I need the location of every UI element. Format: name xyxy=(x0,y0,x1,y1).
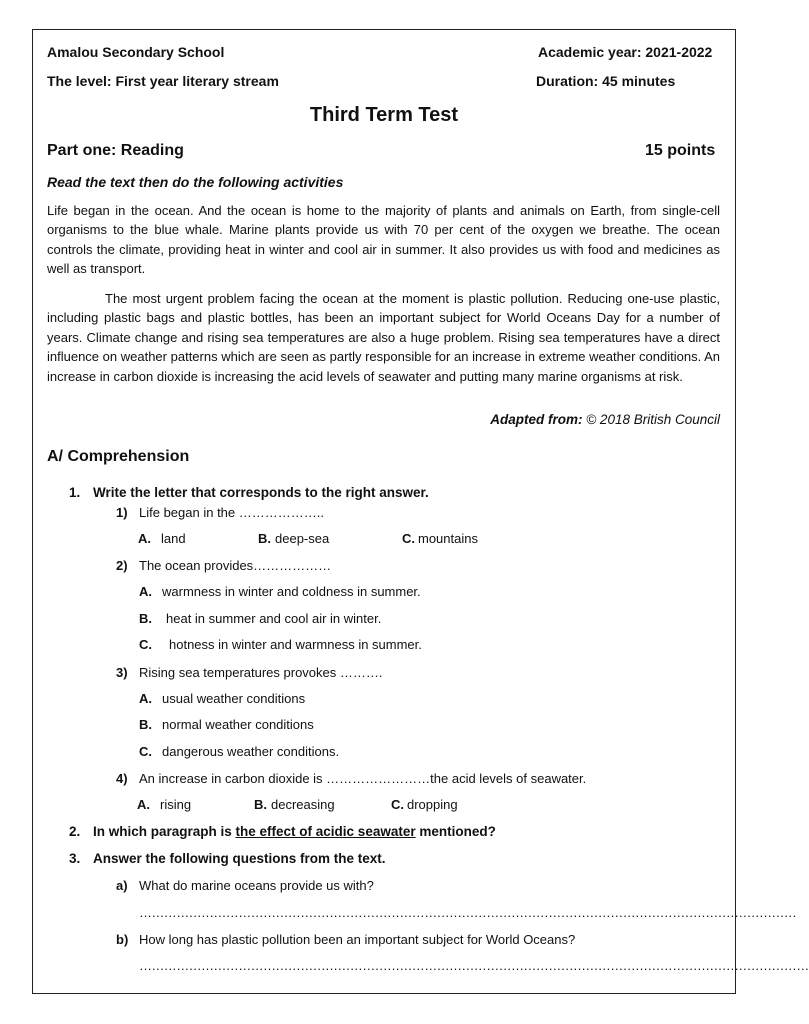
option-letter: B. xyxy=(258,531,271,546)
q1-item-number: 2) xyxy=(116,558,128,573)
q1-item-text: Rising sea temperatures provokes ………. xyxy=(139,665,383,680)
q1-number: 1. xyxy=(69,485,81,500)
q2-text xyxy=(93,824,496,839)
q2-text-post: mentioned? xyxy=(415,824,496,839)
answer-line[interactable]: …………………………………………………………………………………………………………………………………………… xyxy=(139,905,797,920)
option-text: rising xyxy=(160,797,192,812)
source-credit xyxy=(490,412,720,427)
option-letter: C. xyxy=(139,744,152,759)
level: The level: First year literary stream xyxy=(47,73,279,89)
q1-text: Write the letter that corresponds to the right answer. xyxy=(93,485,429,500)
option-letter: A. xyxy=(139,691,152,706)
option-letter: C. xyxy=(139,637,152,652)
option-letter: A. xyxy=(138,531,151,546)
page-title: Third Term Test xyxy=(309,104,459,126)
q1-item-number: 3) xyxy=(116,665,128,680)
option-letter: A. xyxy=(139,584,152,599)
paragraph-2: The most urgent problem facing the ocean at the moment is plastic pollution. Reducing one-use plastic, including plastic bags and plastic bottles, has been an important subject for World Oceans Day for a number of years. Climate change and rising sea temperatures are also a huge problem. Rising sea temperatures have a direct influence on weather patterns which are seen as partly responsible for an increase in extreme weather conditions. An increase in carbon dioxide is increasing the acid levels of seawater and putting many marine organisms at risk. xyxy=(47,291,720,384)
q1-item-text: Life began in the ……………….. xyxy=(139,505,324,520)
instruction: Read the text then do the following activities xyxy=(47,174,344,190)
section-heading: A/ Comprehension xyxy=(47,448,190,465)
option-text: normal weather conditions xyxy=(162,717,314,732)
q3-item-text: What do marine oceans provide us with? xyxy=(139,878,374,893)
q3-item-letter: b) xyxy=(116,932,129,947)
option-letter: B. xyxy=(139,611,152,626)
option-letter: B. xyxy=(254,797,267,812)
option-letter: A. xyxy=(137,797,150,812)
q2-underlined-phrase: the effect of acidic seawater xyxy=(235,824,416,839)
q1-item-text: An increase in carbon dioxide is ……………………the acid levels of seawater. xyxy=(139,771,587,786)
option-text: decreasing xyxy=(271,797,335,812)
q2-text-pre: In which paragraph is xyxy=(93,824,236,839)
q1-item-text: The ocean provides……………… xyxy=(139,558,332,573)
paragraph-1: Life began in the ocean. And the ocean is home to the majority of plants and animals on Earth, from single-cell organisms to the blue whale. Marine plants provide us with 70 per cent of the oxygen we breathe. The ocean controls the climate, providing heat in winter and cool air in summer. It also provides us with food and medicines as well as transport. xyxy=(47,203,720,277)
q3-text: Answer the following questions from the text. xyxy=(93,851,386,866)
option-text: mountains xyxy=(418,531,478,546)
q3-item-text: How long has plastic pollution been an important subject for World Oceans? xyxy=(139,932,576,947)
source-label: Adapted from: xyxy=(490,412,583,427)
q1-item-number: 4) xyxy=(116,771,128,786)
part-label: Part one: Reading xyxy=(47,142,184,159)
option-text: usual weather conditions xyxy=(162,691,306,706)
school-name: Amalou Secondary School xyxy=(47,44,225,60)
option-text: hotness in winter and warmness in summer. xyxy=(169,637,422,652)
option-text: warmness in winter and coldness in summer. xyxy=(162,584,421,599)
q1-item-number: 1) xyxy=(116,505,128,520)
option-text: heat in summer and cool air in winter. xyxy=(166,611,382,626)
source-text: © 2018 British Council xyxy=(586,412,720,427)
answer-line[interactable]: ……………………………………………………………………………………………………………………………………………… xyxy=(139,958,809,973)
duration: Duration: 45 minutes xyxy=(536,73,676,89)
option-text: dropping xyxy=(407,797,458,812)
part-points: 15 points xyxy=(645,142,716,159)
academic-year: Academic year: 2021-2022 xyxy=(538,44,713,60)
q3-number: 3. xyxy=(69,851,81,866)
option-text: land xyxy=(161,531,186,546)
option-letter: C. xyxy=(391,797,404,812)
option-text: deep-sea xyxy=(275,531,330,546)
option-letter: B. xyxy=(139,717,152,732)
option-text: dangerous weather conditions. xyxy=(162,744,340,759)
q3-item-letter: a) xyxy=(116,878,128,893)
q2-number: 2. xyxy=(69,824,81,839)
option-letter: C. xyxy=(402,531,415,546)
